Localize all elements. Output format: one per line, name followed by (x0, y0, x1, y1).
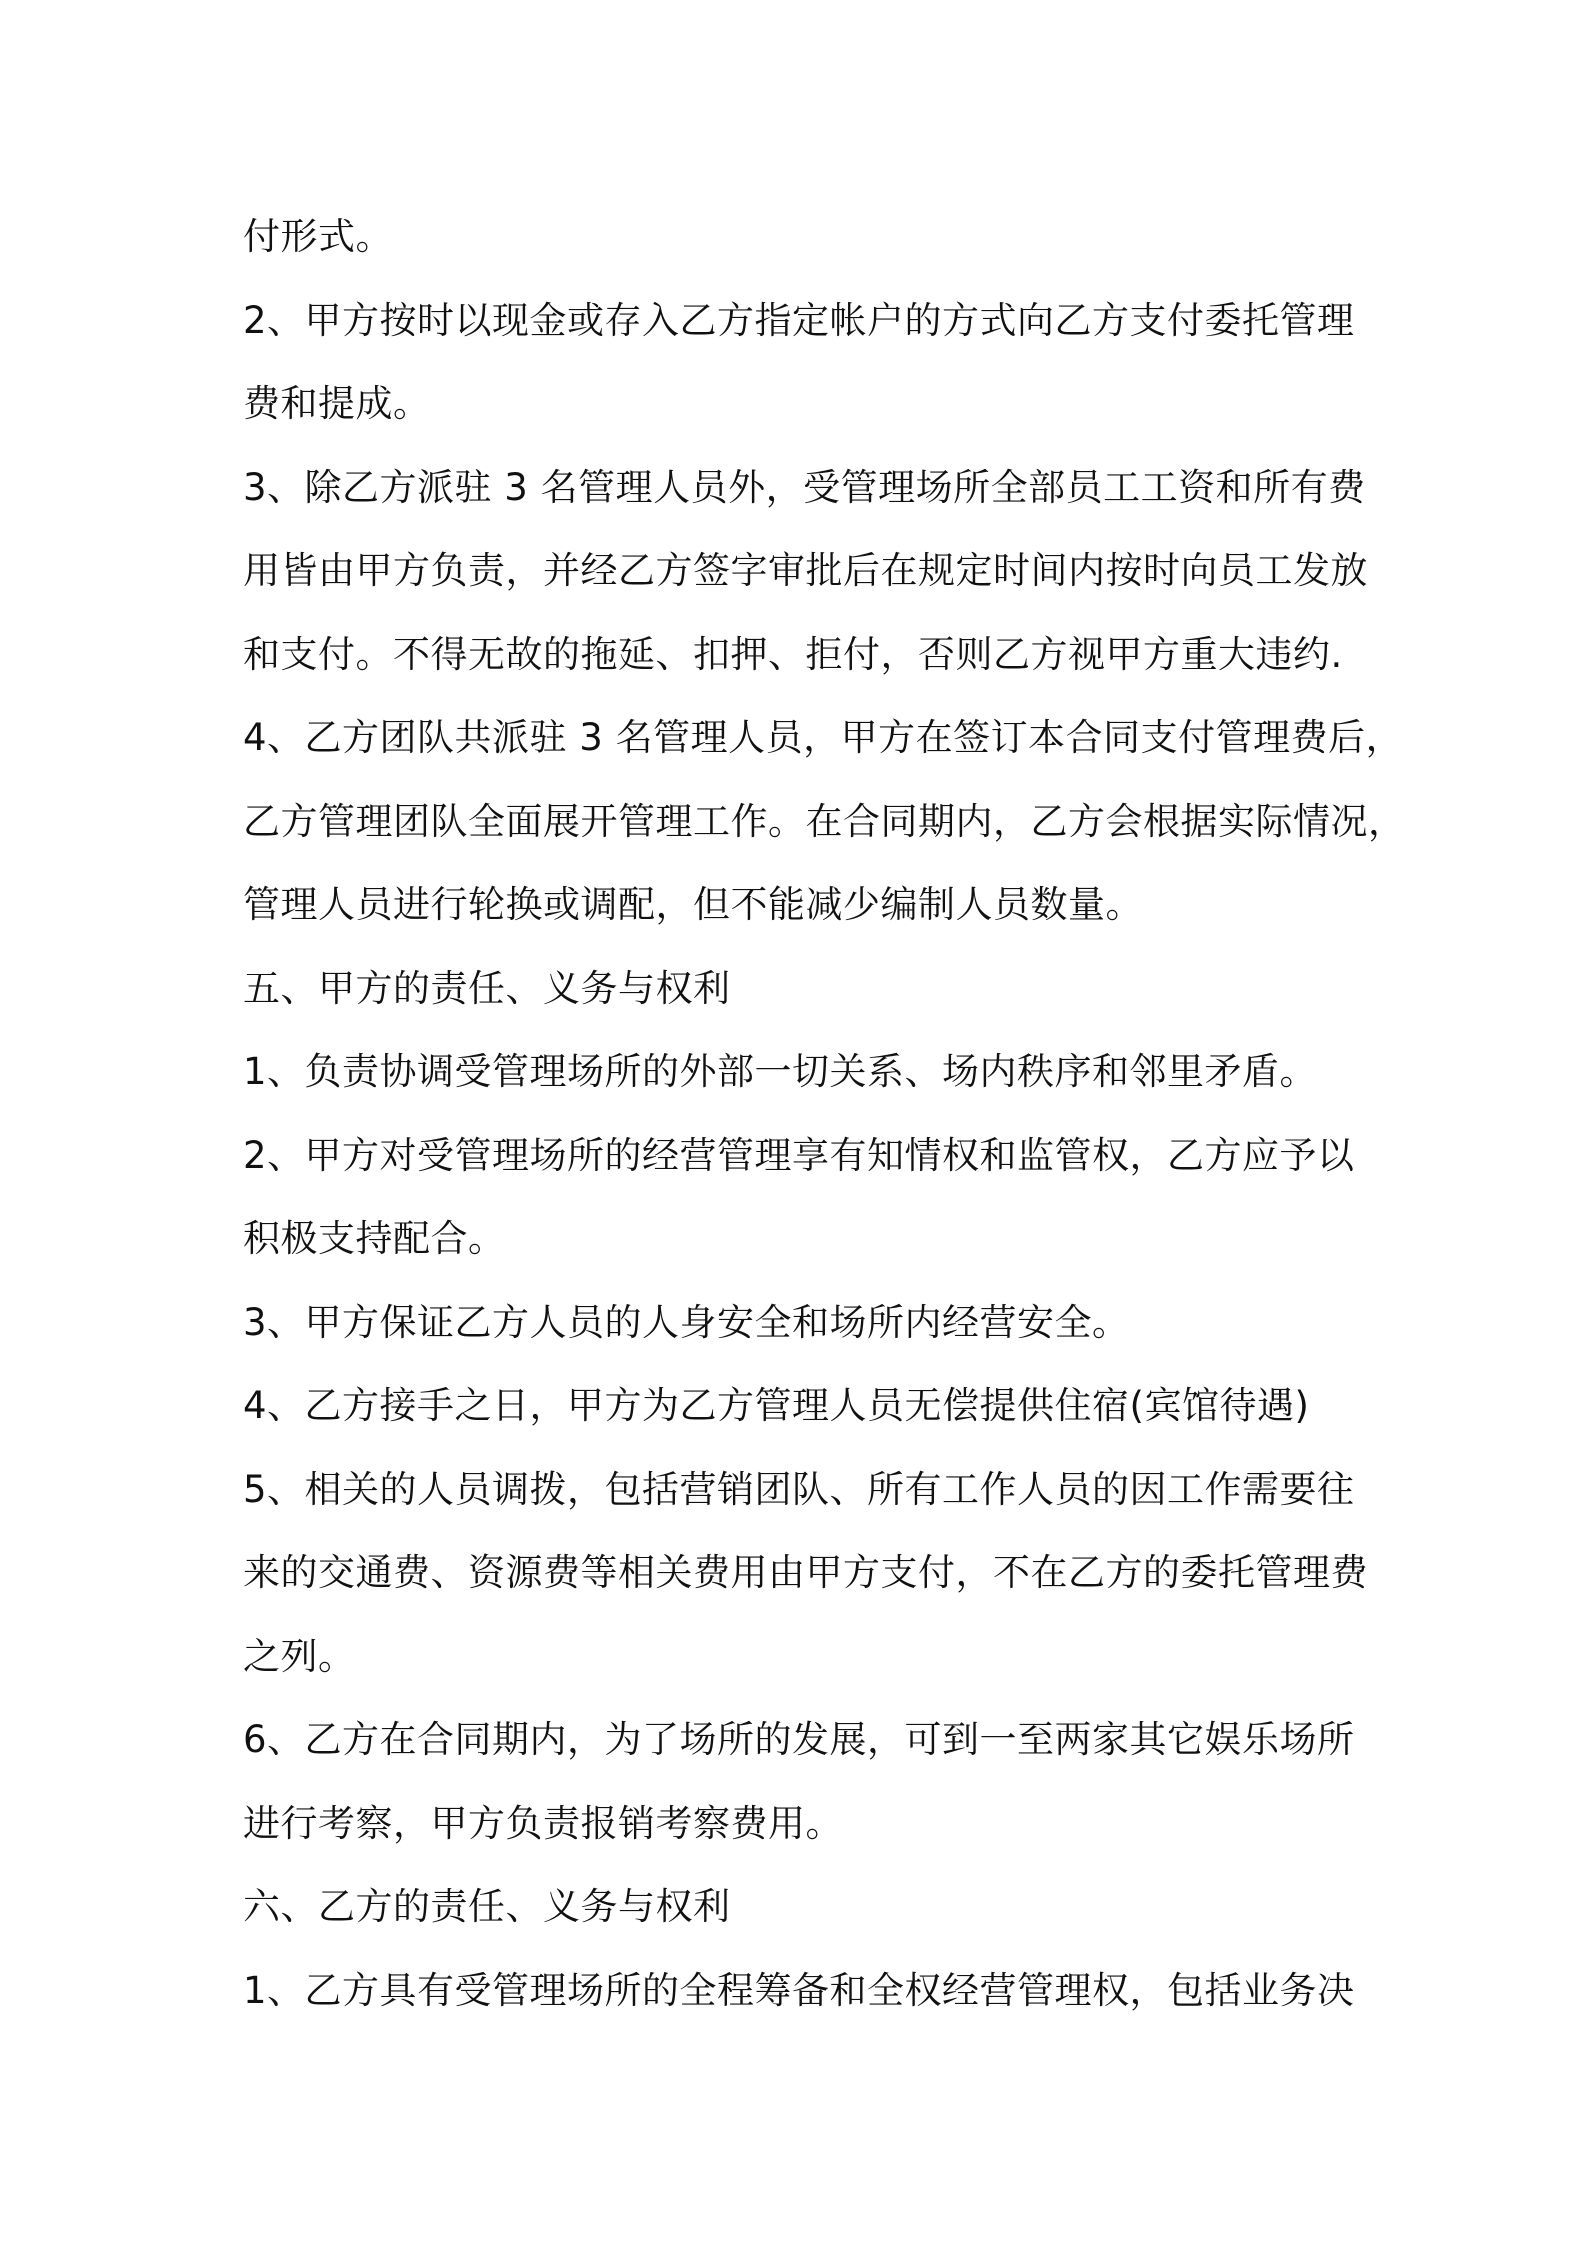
text-line: 2、甲方对受管理场所的经营管理享有知情权和监管权，乙方应予以 (243, 1133, 1355, 1177)
document-body (243, 195, 1406, 2032)
text-line: 乙方管理团队全面展开管理工作。在合同期内，乙方会根据实际情况， (243, 799, 1406, 843)
section-heading-5: 五、甲方的责任、义务与权利 (243, 966, 731, 1010)
text-line: 5、相关的人员调拨，包括营销团队、所有工作人员的因工作需要往 (243, 1467, 1355, 1511)
text-line: 和支付。不得无故的拖延、扣押、拒付，否则乙方视甲方重大违约. (243, 632, 1343, 676)
text-line: 之列。 (243, 1634, 356, 1678)
text-line: 进行考察，甲方负责报销考察费用。 (243, 1801, 843, 1845)
text-line: 来的交通费、资源费等相关费用由甲方支付，不在乙方的委托管理费 (243, 1551, 1368, 1594)
text-line: 付形式。 (243, 215, 393, 258)
text-line: 3、除乙方派驻 3 名管理人员外，受管理场所全部员工工资和所有费 (243, 465, 1366, 509)
section-heading-6: 六、乙方的责任、义务与权利 (243, 1885, 731, 1928)
text-line: 6、乙方在合同期内，为了场所的发展，可到一至两家其它娱乐场所 (243, 1718, 1355, 1761)
text-line: 管理人员进行轮换或调配，但不能减少编制人员数量。 (243, 883, 1143, 926)
text-line: 3、甲方保证乙方人员的人身安全和场所内经营安全。 (243, 1300, 1130, 1344)
text-line: 1、乙方具有受管理场所的全程筹备和全权经营管理权，包括业务决 (243, 1968, 1355, 2012)
text-line: 4、乙方团队共派驻 3 名管理人员，甲方在签订本合同支付管理费后， (243, 716, 1404, 759)
text-line: 费和提成。 (243, 382, 431, 425)
text-line: 2、甲方按时以现金或存入乙方指定帐户的方式向乙方支付委托管理 (243, 298, 1355, 342)
text-line: 1、负责协调受管理场所的外部一切关系、场内秩序和邻里矛盾。 (243, 1050, 1318, 1093)
text-line: 用皆由甲方负责，并经乙方签字审批后在规定时间内按时向员工发放 (243, 549, 1368, 592)
text-line: 4、乙方接手之日，甲方为乙方管理人员无偿提供住宿(宾馆待遇) (243, 1384, 1310, 1427)
text-line: 积极支持配合。 (243, 1217, 506, 1260)
